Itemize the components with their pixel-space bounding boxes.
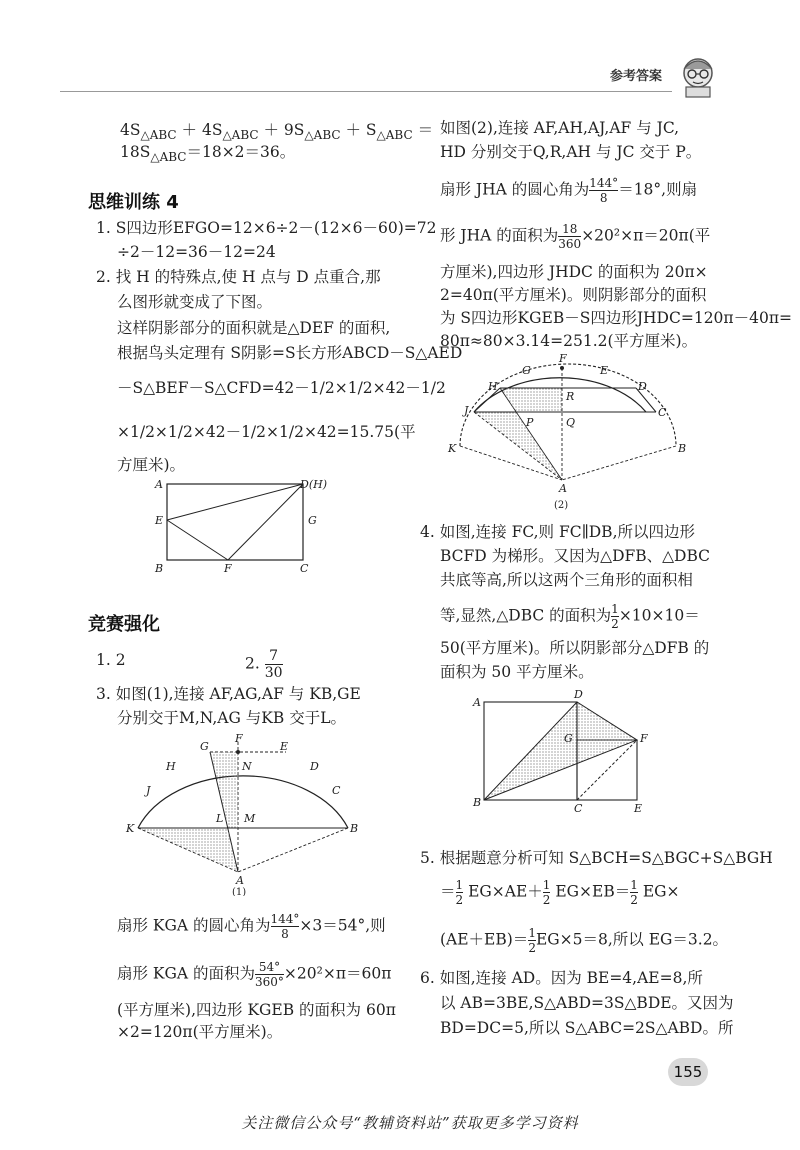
item-4-line-4: 等,显然,△DBC 的面积为 $\frac{1}{2}$ ×10×10＝ [440,602,700,631]
fig1-label-A: A [236,874,244,887]
fig4-label-C: C [574,802,583,815]
footer-text: 关注微信公众号“教辅资料站”获取更多学习资料 [241,1114,579,1132]
fig1-label-J: J [146,784,151,797]
fig1-caption: (1) [232,887,247,896]
fig2-label-A: A [559,482,567,495]
fig4-label-D: D [574,688,583,701]
label-B: B [155,562,164,575]
item-3-line-2: 分别交于M,N,AG 与KB 交于L。 [117,709,346,727]
right-line-8: 80π≈80×3.14=251.2(平方厘米)。 [440,332,698,350]
item-4-line-3: 共底等高,所以这两个三角形的面积相 [440,571,693,589]
answer-2: 2. $\frac{7}{30}$ [245,648,283,681]
fig1-label-N: N [242,760,252,773]
item-3-line-3: 扇形 KGA 的圆心角为 $\frac{144^\circ}{8}$ ×3＝54°,则 [117,912,386,941]
label-D: D(H) [300,478,327,491]
fig1-label-F: F [235,732,243,745]
item-2-line-6: ×1/2×1/2×42－1/2×1/2×42=15.75(平 [117,423,416,441]
fig2-caption: (2) [554,500,569,511]
item-6-line-2: 以 AB=3BE,S△ABD=3S△BDE。又因为 [440,994,734,1012]
item-2-line-7: 方厘米)。 [117,456,186,474]
item-4-line-1: 4. 如图,连接 FC,则 FC∥DB,所以四边形 [420,523,696,541]
fig1-label-D: D [310,760,319,773]
fig4-label-B: B [473,796,482,809]
label-G: G [308,514,317,527]
item-2-line-5: －S△BEF－S△CFD=42－1/2×1/2×42－1/2 [117,379,446,397]
item-2-line-2: 么图形就变成了下图。 [117,293,273,311]
section-title-competition: 竞赛强化 [88,614,160,635]
right-line-6: 2=40π(平方厘米)。则阴影部分的面积 [440,286,707,304]
section-title-thinking: 思维训练 4 [88,192,179,213]
label-E: E [155,514,164,527]
fig2-label-C: C [658,406,667,419]
fig2-label-B: B [678,442,687,455]
intro-line-1: $4S_{\triangle ABC} + 4S_{\triangle ABC} + 9S_{\triangle ABC} + S_{\triangle ABC}$ ＝ [120,121,434,143]
fig2-label-P: P [526,416,534,429]
fig2-label-H: H [488,380,498,393]
item-6-line-1: 6. 如图,连接 AD。因为 BE=4,AE=8,所 [420,969,703,987]
fig2-label-Q: Q [566,416,576,429]
fig4-label-G: G [564,732,573,745]
item-3-line-1: 3. 如图(1),连接 AF,AG,AF 与 KB,GE [96,685,361,703]
item-5-line-2: ＝ $\frac{1}{2}$ EG×AE＋ $\frac{1}{2}$ EG×EB＝ $\frac{1}{2}$ EG× [440,878,680,907]
fig2-label-J: J [464,404,469,417]
fig1-label-K: K [126,822,135,835]
right-line-2: HD 分别交于Q,R,AH 与 JC 交于 P。 [440,143,702,161]
item-1-line-1: 1. S四边形EFGO=12×6÷2－(12×6－60)=72 [96,219,437,237]
fig1-label-L: L [216,812,224,825]
fig2-label-E: E [600,364,609,377]
item-2-line-1: 2. 找 H 的特殊点,使 H 点与 D 点重合,那 [96,268,381,286]
right-line-5: 方厘米),四边形 JHDC 的面积为 20π× [440,263,708,281]
fig4-label-A: A [473,696,481,709]
item-4-line-5: 50(平方厘米)。所以阴影部分△DFB 的 [440,639,710,657]
fig2-label-K: K [448,442,457,455]
label-F: F [224,562,232,575]
right-line-3: 扇形 JHA 的圆心角为 $\frac{144^\circ}{8}$ ＝18°,则扇 [440,176,698,205]
item-2-line-4: 根据鸟头定理有 S阴影=S长方形ABCD－S△AED [117,344,463,362]
right-line-4: 形 JHA 的面积为 $\frac{18}{360}$ ×20²×π＝20π(平 [440,222,711,251]
header-label: 参考答案 [610,69,663,84]
header-rule [60,91,672,92]
fig1-label-B: B [350,822,359,835]
fig1-label-H: H [166,760,176,773]
mascot-icon [678,55,718,99]
answer-1: 1. 2 [96,651,126,669]
page-header [600,55,720,105]
label-C: C [300,562,309,575]
page-number-badge [668,1058,708,1086]
fig2-label-G: G [522,364,531,377]
item-5-line-1: 5. 根据题意分析可知 S△BCH=S△BGC+S△BGH [420,849,773,867]
right-line-1: 如图(2),连接 AF,AH,AJ,AF 与 JC, [440,119,680,137]
fig4-label-E: E [634,802,643,815]
item-3-line-6: ×2=120π(平方厘米)。 [117,1023,283,1041]
figure-4-squares [470,688,670,818]
intro-line-2: $18S_{\triangle ABC}=18\times 2=36$。 [120,143,296,165]
fig2-label-F: F [559,352,567,365]
item-3-line-4: 扇形 KGA 的面积为 $\frac{54^\circ}{360^\circ}$ ×20²×π＝60π [117,960,392,989]
item-2-line-3: 这样阴影部分的面积就是△DEF 的面积, [117,319,391,337]
fig1-label-M: M [244,812,256,825]
item-4-line-6: 面积为 50 平方厘米。 [440,663,594,681]
figure-1-semicircle [120,730,370,896]
label-A: A [155,478,163,491]
figure-2-semicircle [440,352,690,514]
fig2-label-R: R [566,390,575,403]
fig4-label-F: F [640,732,648,745]
page-number: 155 [673,1063,703,1081]
fig2-label-D: D [638,380,647,393]
fig1-label-C: C [332,784,341,797]
item-1-line-2: ÷2－12=36－12=24 [117,243,276,261]
right-line-7: 为 S四边形KGEB－S四边形JHDC=120π－40π= [440,309,793,327]
item-3-line-5: (平方厘米),四边形 KGEB 的面积为 60π [117,1001,396,1019]
item-6-line-3: BD=DC=5,所以 S△ABC=2S△ABD。所 [440,1019,734,1037]
fig1-label-E: E [280,740,289,753]
item-4-line-2: BCFD 为梯形。又因为△DFB、△DBC [440,547,711,565]
fig1-label-G: G [200,740,209,753]
item-5-line-3: (AE＋EB)＝ $\frac{1}{2}$ EG×5＝8,所以 EG＝3.2。 [440,926,729,955]
figure-rectangle-def [150,476,330,576]
